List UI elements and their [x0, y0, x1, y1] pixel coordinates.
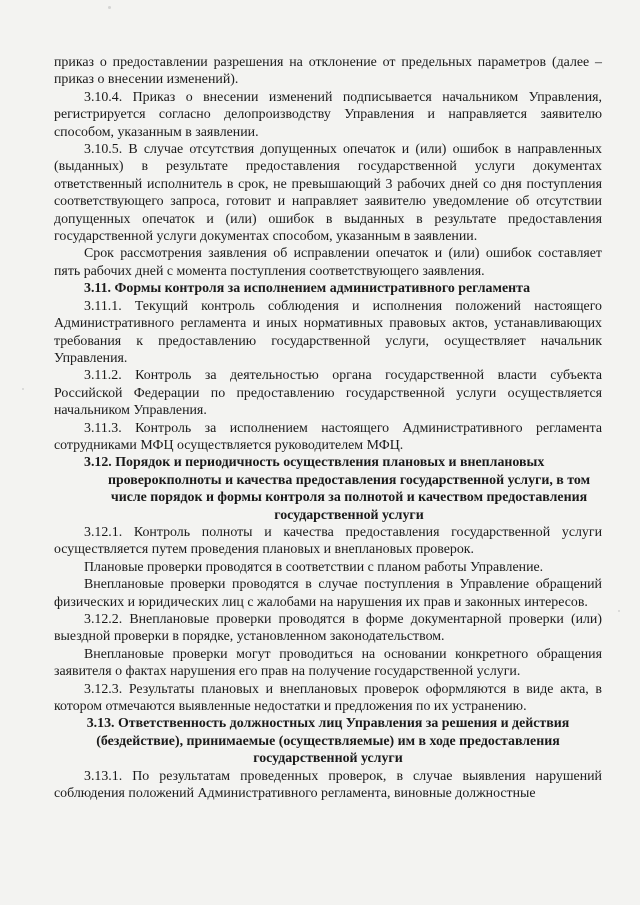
- section-heading: 3.12. Порядок и периодичность осуществления плановых и внеплановых: [84, 455, 545, 471]
- paragraph: 3.12.1. Контроль полноты и качества предоставления государственной услуги осуществляется путем проведения плановых и внеплановых проверок.: [54, 524, 602, 558]
- scan-speck: [108, 6, 111, 9]
- paragraph: Плановые проверки проводятся в соответствии с планом работы Управление.: [84, 559, 544, 575]
- paragraph: 3.10.5. В случае отсутствия допущенных опечаток и (или) ошибок в направленных (выданных) в результате предоставления государственной услуги документах ответственный исполнитель в срок, не превышающий 3 рабочих дней со дня поступления соответствующего запроса, готовит и направляет заявителю уведомление об отсутствии допущенных опечаток и (или) ошибок в выданных в результате предоставления государственной услуги документах способом, указанным в заявлении.: [54, 142, 602, 245]
- scan-speck: [22, 388, 24, 390]
- paragraph: приказ о предоставлении разрешения на отклонение от предельных параметров (далее – приказ о внесении изменений).: [54, 55, 602, 88]
- section-heading: 3.13. Ответственность должностных лиц Управления за решения и действия (бездействие), принимаемые (осуществляемые) им в ходе предоставления государственной услуги: [86, 716, 570, 767]
- paragraph: Внеплановые проверки могут проводиться на основании конкретного обращения заявителя о фактах нарушения его прав на получение государственной услуги.: [54, 646, 602, 680]
- scan-speck: [618, 610, 620, 612]
- paragraph: 3.13.1. По результатам проведенных проверок, в случае выявления нарушений соблюдения положений Административного регламента, виновные должностные: [54, 768, 602, 802]
- paragraph: 3.11.3. Контроль за исполнением настоящего Административного регламента сотрудниками МФЦ осуществляется руководителем МФЦ.: [54, 420, 602, 453]
- paragraph: Срок рассмотрения заявления об исправлении опечаток и (или) ошибок составляет пять рабочих дней с момента поступления соответствующего заявления.: [54, 246, 602, 279]
- paragraph: Внеплановые проверки проводятся в случае поступления в Управление обращений физических и юридических лиц с жалобами на нарушения их прав и законных интересов.: [54, 577, 602, 610]
- paragraph: 3.12.2. Внеплановые проверки проводятся в форме документарной проверки (или) выездной проверки в порядке, установленном законодательством.: [54, 612, 602, 645]
- section-heading: 3.11. Формы контроля за исполнением административного регламента: [84, 281, 531, 297]
- paragraph: 3.11.1. Текущий контроль соблюдения и исполнения положений настоящего Административного регламента и иных нормативных правовых актов, устанавливающих требования к предоставлению государственной услуги, осуществляет начальник Управления.: [54, 298, 602, 366]
- paragraph: 3.11.2. Контроль за деятельностью органа государственной власти субъекта Российской Федерации по предоставлению государственной услуги осуществляется начальником Управления.: [54, 368, 602, 419]
- paragraph: 3.10.4. Приказ о внесении изменений подписывается начальником Управления, регистрируется согласно делопроизводству Управления и направляется заявителю способом, указанным в заявлении.: [54, 89, 602, 140]
- section-heading: проверокполноты и качества предоставления государственной услуги, в том числе порядок и формы контроля за полнотой и качеством предоставления государственной услуги: [107, 472, 591, 523]
- paragraph: 3.12.3. Результаты плановых и внеплановых проверок оформляются в виде акта, в котором отмечаются выявленные недостатки и предложения по их устранению.: [54, 681, 602, 715]
